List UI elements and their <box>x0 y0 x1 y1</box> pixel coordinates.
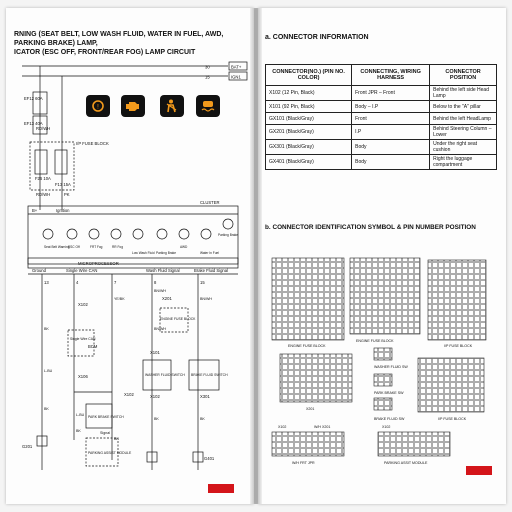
bcm-label: BCM <box>88 344 98 349</box>
left-page-red-tab <box>208 484 234 493</box>
indicator-1: Seat Belt Warning <box>44 245 70 249</box>
indicator-6: Parking Brake <box>156 251 177 255</box>
table-header-harness: CONNECTING, WIRING HARNESS <box>352 65 430 86</box>
wire-color-7: BK <box>154 417 159 421</box>
fuse-ef13: EF13 40A <box>24 121 43 126</box>
rail-bat-label: BAT+ <box>231 64 242 70</box>
wire-color-10: YE/BK <box>114 297 125 301</box>
table-cell: GX101 (Black/Gray) <box>266 113 352 125</box>
section-a-title: a. CONNECTOR INFORMATION <box>265 34 369 41</box>
connector-x102b: X102 <box>150 394 160 399</box>
wire-code-3: PK <box>64 192 70 197</box>
bus-wash: Wash Fluid Signal <box>146 268 180 273</box>
table-cell: GX401 (Black/Gray) <box>266 155 352 170</box>
washer-fluid-switch-label: WASHER FLUID SWITCH <box>145 373 185 377</box>
pin-7: 7 <box>114 280 117 285</box>
pin-4: 4 <box>76 280 79 285</box>
single-wire-can-label: Single Wire CAN <box>70 337 96 341</box>
table-cell: Front JPR – Front <box>352 86 430 101</box>
table-cell: Behind the left HeadLamp <box>430 113 497 125</box>
bus-brake: Brake Fluid Signal <box>194 268 228 273</box>
diagram-label-2: ENGINE FUSE BLOCK <box>356 339 394 343</box>
pin-15: 15 <box>200 280 205 285</box>
indicator-7: AWD <box>180 245 188 249</box>
connector-x106: X106 <box>78 374 88 379</box>
table-cell: I.P <box>352 125 430 140</box>
cluster-label: CLUSTER <box>200 200 220 205</box>
bus-can: Single Wire CAN <box>66 268 98 273</box>
indicator-3: FRT Fog <box>90 245 103 249</box>
diagram-label-9: X102 <box>278 425 287 429</box>
table-cell: GX201 (Black/Gray) <box>266 125 352 140</box>
diagram-label-1: ENGINE FUSE BLOCK <box>288 344 326 348</box>
wire-color-4: BN/WH <box>154 289 166 293</box>
signal-label: Signal <box>100 431 110 435</box>
section-b-title: b. CONNECTOR IDENTIFICATION SYMBOL & PIN NUMBER POSITION <box>265 224 476 231</box>
connector-g401: G401 <box>204 456 215 461</box>
table-cell: Front <box>352 113 430 125</box>
diagram-label-12: W/H FRT JPR <box>292 461 315 465</box>
connector-x102c: X102 <box>124 392 134 397</box>
table-row <box>266 140 497 155</box>
connector-x301: X301 <box>200 394 210 399</box>
table-header-position: CONNECTOR POSITION <box>430 65 497 86</box>
wire-color-3: L-BU <box>76 413 85 417</box>
indicator-9: Parking Brake <box>218 233 239 237</box>
brake-fluid-switch-label: BRAKE FLUID SWITCH <box>191 373 228 377</box>
table-cell: Body – I.P <box>352 101 430 113</box>
rail-number-30: 30 <box>205 64 210 70</box>
connector-x101: X101 <box>150 350 160 355</box>
indicator-8: Water In Fuel <box>200 251 220 255</box>
table-cell: Below to the "A" pillar <box>430 101 497 113</box>
connector-pin-diagrams <box>258 250 506 480</box>
indicator-2: ESC Off <box>68 245 80 249</box>
connector-x102: X102 <box>78 302 88 307</box>
diagram-label-5: PARK BRAKE SW <box>374 391 404 395</box>
diagram-label-8: I/P FUSE BLOCK <box>438 417 467 421</box>
pin-8: 8 <box>154 280 157 285</box>
diagram-label-6: X201 <box>306 407 315 411</box>
table-cell: GX301 (Black/Gray) <box>266 140 352 155</box>
wire-color-8: BK <box>200 417 205 421</box>
diagram-label-4: WASHER FLUID SW <box>374 365 408 369</box>
wire-color-11: BK <box>114 437 119 441</box>
wire-color-9: BK <box>44 407 49 411</box>
connector-table <box>265 64 497 170</box>
diagram-label-13: PARKING ASSIT MODULE <box>384 461 428 465</box>
wire-code-2: RD/WH <box>36 192 51 197</box>
table-cell: Behind the left side Head Lamp <box>430 86 497 101</box>
right-page-red-tab <box>466 466 492 475</box>
wire-color-2: L-BU <box>44 369 53 373</box>
table-cell: Behind Steering Column – Lower <box>430 125 497 140</box>
diagram-label-3: I/P FUSE BLOCK <box>444 344 473 348</box>
connector-g201: G201 <box>22 444 33 449</box>
table-row <box>266 86 497 101</box>
diagram-label-7: BRAKE FLUID SW <box>374 417 405 421</box>
wire-color-1: BK <box>44 327 49 331</box>
wire-code-4: B+ <box>32 208 38 213</box>
fuse-f13: F13 15A <box>55 182 71 187</box>
bus-ground: Ground <box>32 268 46 273</box>
fuse-ef12: EF12 60A <box>24 96 43 101</box>
wire-color-12: BK <box>76 429 81 433</box>
rail-ign-label: IGN1 <box>231 74 241 80</box>
table-cell: X102 (12 Pin, Black) <box>266 86 352 101</box>
wire-code-1: RD/WH <box>36 126 51 131</box>
title-line-1: RNING (SEAT BELT, LOW WASH FLUID, WATER IN FUEL, AWD, PARKING BRAKE) LAMP, <box>14 31 224 47</box>
engine-fuse-block-label: ENGINE FUSE BLOCK <box>160 317 196 321</box>
table-cell: Right the luggage compartment <box>430 155 497 170</box>
connector-x201: X201 <box>162 296 172 301</box>
wire-code-5: Ignition <box>56 208 70 213</box>
table-row <box>266 125 497 140</box>
title-line-2: ICATOR (ESC OFF, FRONT/REAR FOG) LAMP CIRCUIT <box>14 49 196 56</box>
table-header-row <box>266 65 497 86</box>
ip-fuse-block-label: I/P FUSE BLOCK <box>76 141 109 146</box>
diagram-label-10: W/H X201 <box>314 425 331 429</box>
table-cell: Body <box>352 140 430 155</box>
svg-text:!: ! <box>97 104 99 111</box>
diagram-label-11: X102 <box>382 425 391 429</box>
fuse-f26: F26 10A <box>35 176 51 181</box>
pin-13: 13 <box>44 280 49 285</box>
park-brake-switch-label: PARK BRAKE SWITCH <box>88 415 124 419</box>
table-row <box>266 101 497 113</box>
indicator-4: RR Fog <box>112 245 123 249</box>
table-cell: Under the right seat cushion <box>430 140 497 155</box>
parking-assist-label: PARKING ASSIST MODULE <box>88 451 132 455</box>
rail-number-15: 15 <box>205 74 210 80</box>
wire-color-5: BN/WH <box>154 327 166 331</box>
table-header-connector: CONNECTOR(NO.) (PIN NO. COLOR) <box>266 65 352 86</box>
table-row <box>266 155 497 170</box>
table-cell: X101 (92 Pin, Black) <box>266 101 352 113</box>
microprocessor-label: MICROPROCESSOR <box>78 261 119 266</box>
table-cell: Body <box>352 155 430 170</box>
table-row <box>266 113 497 125</box>
indicator-5: Low Wash Fluid <box>132 251 155 255</box>
wire-color-6: BN/WH <box>200 297 212 301</box>
